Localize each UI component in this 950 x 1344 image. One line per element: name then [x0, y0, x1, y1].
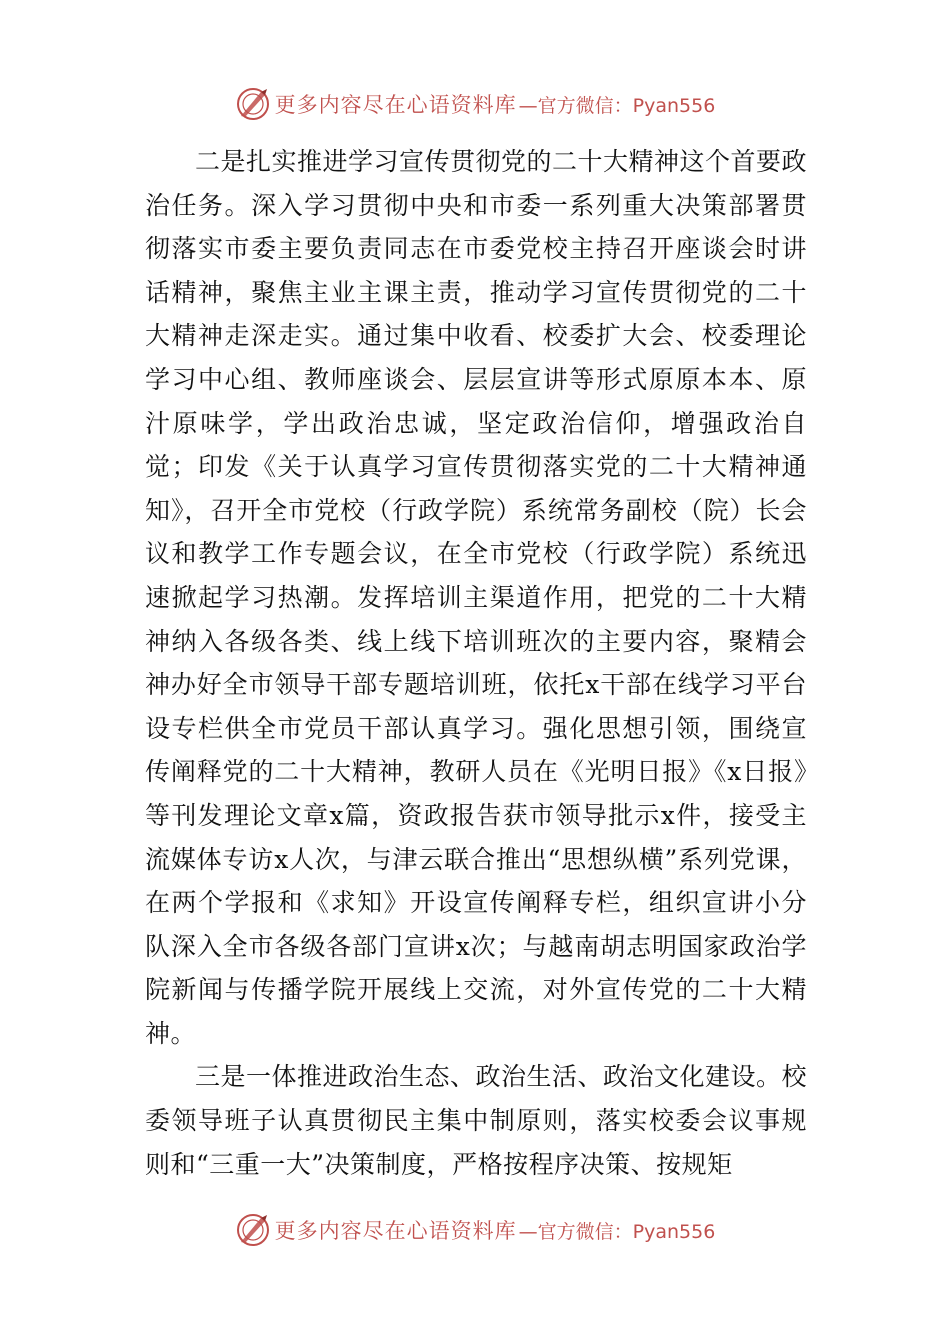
header-banner — [0, 84, 950, 124]
paragraph: 三是一体推进政治生态、政治生活、政治文化建设。校委领导班子认真贯彻民主集中制原则，落实校委会议事规则和“三重一大”决策制度，严格按程序决策、按规矩 — [145, 1062, 808, 1179]
footer-contact-text: —官方微信：Pyan556 — [518, 1220, 716, 1243]
paragraph: 二是扎实推进学习宣传贯彻党的二十大精神这个首要政治任务。深入学习贯彻中央和市委一系列重大决策部署贯彻落实市委主要负责同志在市委党校主持召开座谈会时讲话精神，聚焦主业主课主责，推动学习宣传贯彻党的二十大精神走深走实。通过集中收看、校委扩大会、校委理论学习中心组、教师座谈会、层层宣讲等形式原原本本、原汁原味学，学出政治忠诚，坚定政治信仰，增强政治自觉；印发《关于认真学习宣传贯彻落实党的二十大精神通知》，召开全市党校（行政学院）系统常务副校（院）长会议和教学工作专题会议，在全市党校（行政学院）系统迅速掀起学习热潮。发挥培训主渠道作用，把党的二十大精神纳入各级各类、线上线下培训班次的主要内容，聚精会神办好全市领导干部专题培训班，依托x干部在线学习平台设专栏供全市党员干部认真学习。强化思想引领，围绕宣传阐释党的二十大精神，教研人员在《光明日报》《x日报》等刊发理论文章x篇，资政报告获市领导批示x件，接受主流媒体专访x人次，与津云联合推出“思想纵横”系列党课，在两个学报和《求知》开设宣传阐释专栏，组织宣讲小分队深入全市各级各部门宣讲x次；与越南胡志明国家政治学院新闻与传播学院开展线上交流，对外宣传党的二十大精神。 — [145, 147, 808, 1048]
footer-banner — [0, 1210, 950, 1250]
header-site-text: 更多内容尽在心语资料库 — [274, 93, 517, 117]
header-contact-text: —官方微信：Pyan556 — [518, 94, 716, 117]
quill-logo-icon — [235, 86, 271, 122]
document-body — [145, 140, 807, 1186]
quill-logo-icon — [235, 1212, 271, 1248]
footer-site-text: 更多内容尽在心语资料库 — [274, 1219, 517, 1243]
